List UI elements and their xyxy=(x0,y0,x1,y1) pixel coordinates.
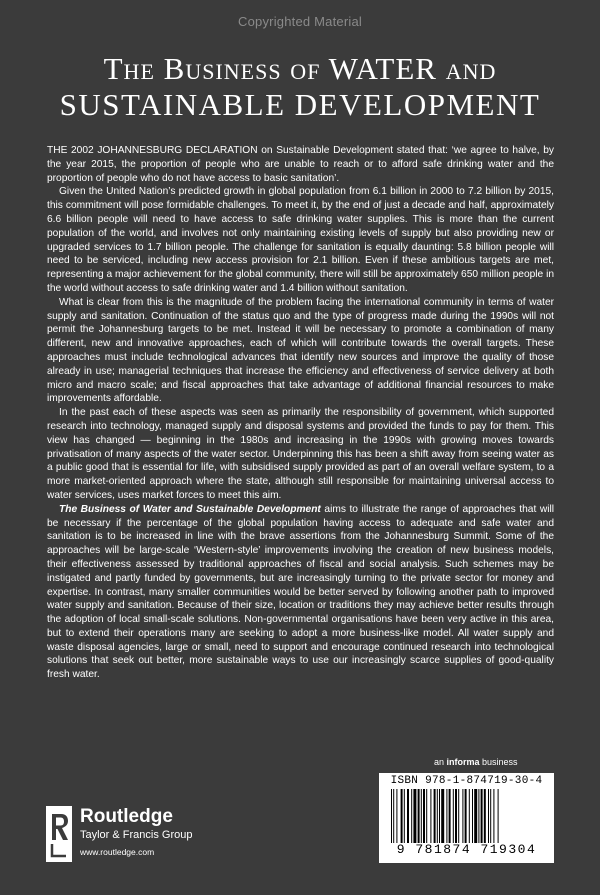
isbn-text: ISBN 978-1-874719-30-4 xyxy=(390,775,543,787)
paragraph-4: In the past each of these aspects was seen as primarily the responsibility of government, which supported research into technology, managed supply and disposal systems and provided the funds to pay for them. This view has changed — beginning in the 1980s and increasing in the 1990s with growing moves towards privatisation of many aspects of the water sector. Underpinning this has been a shift away from seeing water as a public good that is essential for life, with subsidised supply provided as part of an overall welfare system, to a more market-oriented approach where the state, although still responsible for maintaining universal access to water services, uses market forces to meet this aim. xyxy=(47,407,554,501)
paragraph-5 xyxy=(47,503,554,682)
publisher-url: www.routledge.com xyxy=(80,847,155,857)
book-title xyxy=(0,52,600,122)
barcode-box xyxy=(379,773,554,863)
watermark: Copyrighted Material xyxy=(238,14,362,29)
routledge-r-logo-icon xyxy=(46,806,72,862)
publisher-name: Routledge xyxy=(80,806,173,827)
paragraph-2: Given the United Nation’s predicted growth in global population from 6.1 billion in 2000 to 7.2 billion by 2015, this commitment will pose formidable challenges. To meet it, by the end of just a decade and half, approximately 6.6 billion people will need to have access to safe drinking water supplies. This is more than the current population of the world, and involves not only maintaining existing levels of supply but also providing new or upgraded services to 1.7 billion people. The challenge for sanitation is equally daunting: 5.8 billion people will need to be serviced, including new access provision for 2.1 billion. Even if these ambitious targets are met, representing a major achievement for the global community, there will still be approximately 650 million people in the world without access to safe drinking water and 1.4 billion without sanitation. xyxy=(47,186,554,294)
paragraph-3: What is clear from this is the magnitude of the problem facing the international community in terms of water supply and sanitation. Continuation of the status quo and the type of progress made during the 1990s will not permit the Johannesburg targets to be met. Instead it will be necessary to promote a combination of many different, new and innovative approaches, each of which will contribute towards the overall targets. These approaches must include technological advances that identify new sources and improve the quality of those already in use; managerial techniques that increase the efficiency and effectiveness of service delivery at both micro and macro scale; and fiscal approaches that take advantage of additional financial resources to make improvements affordable. xyxy=(47,296,554,405)
paragraph-5-text: aims to illustrate the range of approaches that will be necessary if the percentage of the global population having access to adequate and safe water and sanitation is to be increased in line with the brave assertions from the Johannesburg Summit. Some of the approaches will be large-scale ‘Western-style’ improvements involving the creation of new business models, their effectiveness assessed by traditional approaches of fiscal and social analysis. Such schemes may be instigated and partly funded by governments, but are increasingly turning to the private sector for money and expertise. In contrast, many smaller communities would be better served by following another path to improved water supply and sanitation. Because of their size, location or traditions they may achieve better results through the adoption of local small-scale solutions. Non-governmental organisations have been very active in this area, but to extend their operations many are seeking to adopt a more business-like model. All water supply and waste disposal agencies, large or small, need to support and encourage continued research into technological solutions that seek out better, more sustainable ways to use our increasingly scarce supplies of good-quality fresh water. xyxy=(47,503,554,681)
informa-suffix: business xyxy=(479,757,518,767)
publisher-group: Taylor & Francis Group xyxy=(80,829,193,841)
title-line-1: The Business of WATER and xyxy=(103,51,497,86)
barcode-icon xyxy=(391,789,542,843)
blurb xyxy=(47,144,554,682)
italic-book-title: The Business of Water and Sustainable Development xyxy=(59,503,321,515)
informa-prefix: an xyxy=(434,757,447,767)
title-line-2: SUSTAINABLE DEVELOPMENT xyxy=(59,87,541,123)
informa-brand: informa xyxy=(446,757,480,767)
informa-business-tag xyxy=(434,757,518,767)
publisher-block xyxy=(46,806,192,862)
paragraph-1: THE 2002 JOHANNESBURG DECLARATION on Sustainable Development stated that: ‘we agree to halve, by the year 2015, the proportion of people who are unable to reach or to afford safe drinking water and the proportion of people who do not have access to basic sanitation’. xyxy=(47,145,554,184)
ean-digits: 9 781874 719304 xyxy=(396,842,537,857)
